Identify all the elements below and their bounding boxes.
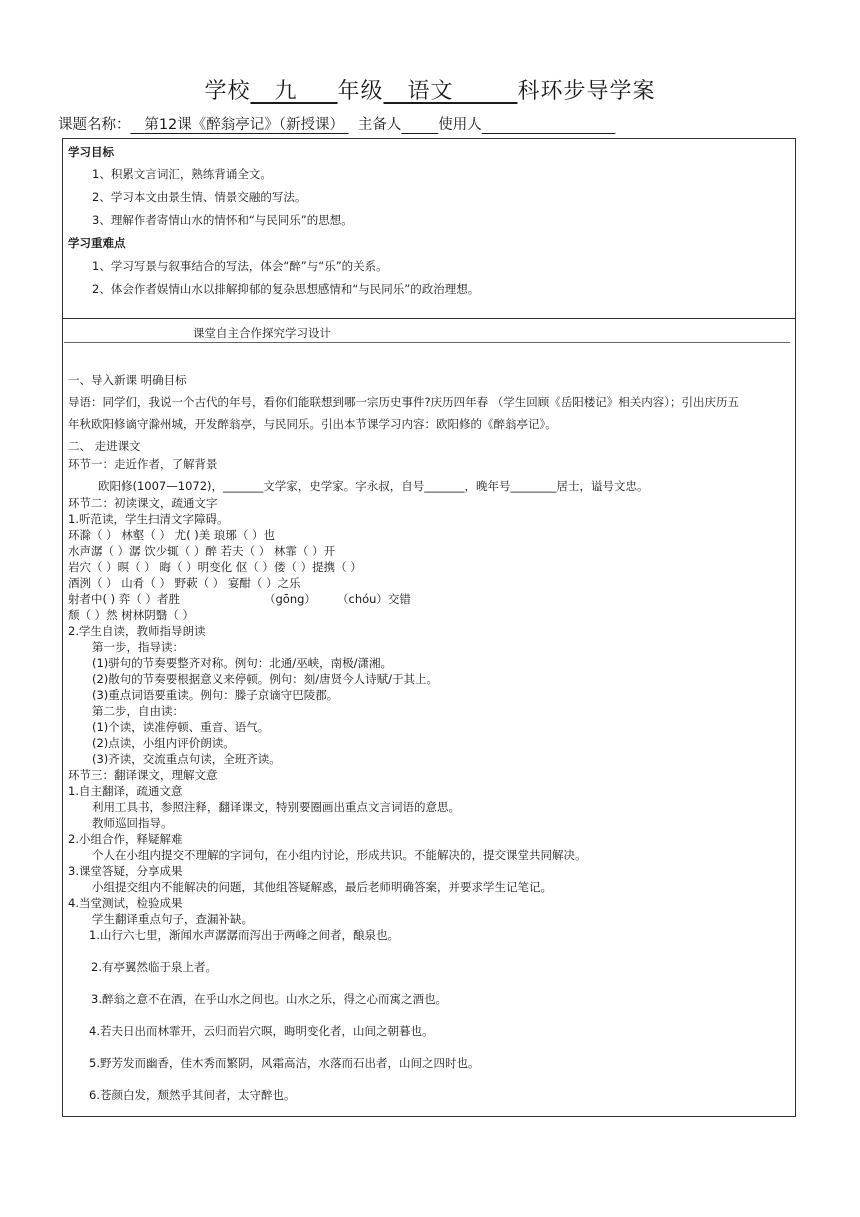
intro-text-line: 年秋欧阳修谪守滁州城，开发醉翁亭，与民同乐。引出本节课学习内容：欧阳修的《醉翁亭记》。 [68,417,557,431]
vocab-line: 酒洌（ ） 山肴（ ） 野蔌（ ） 宴酣（ ）之乐 [68,576,301,590]
user-label: 使用人 [438,117,482,133]
translate-detail: 个人在小组内提交不理解的字词句，在小组内讨论，形成共识。不能解决的，提交课堂共同解决。 [92,848,587,862]
translate-step: 4.当堂测试，检验成果 [68,896,183,910]
key-points-heading: 学习重难点 [68,236,126,250]
reading-guide-item: (3)齐读，交流重点句读，全班齐读。 [92,752,281,766]
link-three-title: 环节三：翻译课文，理解文意 [68,768,218,782]
title-subject: 语文 [407,79,454,104]
translate-detail: 小组提交组内不能解决的问题，其他组答疑解惑，最后老师明确答案，并要求学生记笔记。 [92,880,552,894]
vocab-line: 岩穴（ ）暝（ ） 晦（ ）明变化 伛（ ）偻（ ）提携（ ） [68,560,362,574]
translate-detail: 利用工具书，参照注释，翻译课文，特别要圈画出重点文言词语的意思。 [92,800,460,814]
vocab-line: 颓（ ）然 树林阴翳（ ） [68,608,194,622]
link-one-title: 环节一：走近作者，了解背景 [68,457,218,471]
key-point-item: 1、学习写景与叙事结合的写法，体会“醉”与“乐”的关系。 [92,259,388,273]
key-sentence: 6.苍颜白发，颓然乎其间者，太守醉也。 [89,1088,296,1102]
vocab-line: 水声潺（ ）潺 饮少辄（ ）醉 若夫（ ） 林霏（ ）开 [68,544,336,558]
objectives-heading: 学习目标 [68,145,114,159]
lesson-label: 课题名称： [58,117,131,133]
objective-item: 2、学习本文由景生情、情景交融的写法。 [92,190,307,204]
section-divider [62,318,796,319]
pinyin-gong: （gōng） [264,592,316,606]
key-point-item: 2、体会作者娱情山水以排解抑郁的复杂思想感情和“与民同乐”的政治理想。 [92,282,480,296]
lesson-subtitle [58,113,615,134]
pinyin-chou: （chóu）交错 [337,592,411,606]
section-intro-title: 一、导入新课 明确目标 [68,373,187,387]
key-sentence: 2.有亭翼然临于泉上者。 [91,960,217,974]
user-field [482,117,616,133]
section-text-title: 二、 走进课文 [68,439,141,453]
reading-guide-item: (1)骈句的节奏要整齐对称。例句：北通/巫峡，南极/潇湘。 [92,656,393,670]
vocab-line: 射者中( ) 弈（ ）者胜 [68,592,180,606]
translate-step: 3.课堂答疑，分享成果 [68,864,183,878]
reading-guide-item: (2)点读，小组内评价朗读。 [92,736,235,750]
reading-guide-item: (2)散句的节奏要根据意义来停顿。例句：刻/唐贤今人诗赋/于其上。 [92,672,439,686]
link-two-title: 环节二：初读课文，疏通文字 [68,496,218,510]
objective-item: 3、理解作者寄情山水的情怀和“与民同乐”的思想。 [92,213,353,227]
reading-step-title: 第二步，自由读： [92,704,184,718]
lesson-name: 第12课《醉翁亭记》（新授课） [144,117,345,133]
page-title [0,74,860,105]
key-sentence: 3.醉翁之意不在酒，在乎山水之间也。山水之乐，得之心而寓之酒也。 [91,992,447,1006]
title-grade-label: 年级 [337,79,384,104]
reading-guide-item: (1)个读，读准停顿、重音、语气。 [92,720,270,734]
author-fill-in: 欧阳修(1007—1072)，_______文学家，史学家。字永叔，自号_______，晚年号________居士，谥号文忠。 [98,479,649,493]
preparer-label: 主备人 [357,117,402,133]
design-heading: 课堂自主合作探究学习设计 [193,326,331,340]
translate-detail: 教师巡回指导。 [92,816,173,830]
preparer-field [401,117,438,133]
translate-detail: 学生翻译重点句子，查漏补缺。 [92,912,253,926]
vocab-line: 环滁（ ） 林壑（ ） 尤( )美 琅琊（ ）也 [68,528,276,542]
translate-step: 1.自主翻译，疏通文意 [68,784,183,798]
title-school-label: 学校 [204,79,251,104]
intro-text-line: 导语：同学们，我说一个古代的年号，看你们能联想到哪一宗历史事件?庆历四年春 （学生回顾《岳阳楼记》相关内容）；引出庆历五 [68,395,740,409]
key-sentence: 4.若夫日出而林霏开，云归而岩穴暝，晦明变化者，山间之朝暮也。 [89,1024,434,1038]
key-sentence: 1.山行六七里，渐闻水声潺潺而泻出于两峰之间者，酿泉也。 [89,928,399,942]
self-reading-step: 2.学生自读，教师指导朗读 [68,624,206,638]
key-sentence: 5.野芳发而幽香，佳木秀而繁阴，风霜高洁，水落而石出者，山间之四时也。 [89,1056,480,1070]
title-subject-label: 科环步导学案 [517,79,656,104]
title-grade: 九 [274,79,298,104]
translate-step: 2.小组合作，释疑解难 [68,832,183,846]
reading-step-title: 第一步，指导读： [92,640,184,654]
model-reading-step: 1.听范读，学生扫清文字障碍。 [68,512,229,526]
objective-item: 1、积累文言词汇，熟练背诵全文。 [92,167,272,181]
reading-guide-item: (3)重点词语要重读。例句：滕子京谪守巴陵郡。 [92,688,339,702]
design-heading-underline [64,342,790,343]
